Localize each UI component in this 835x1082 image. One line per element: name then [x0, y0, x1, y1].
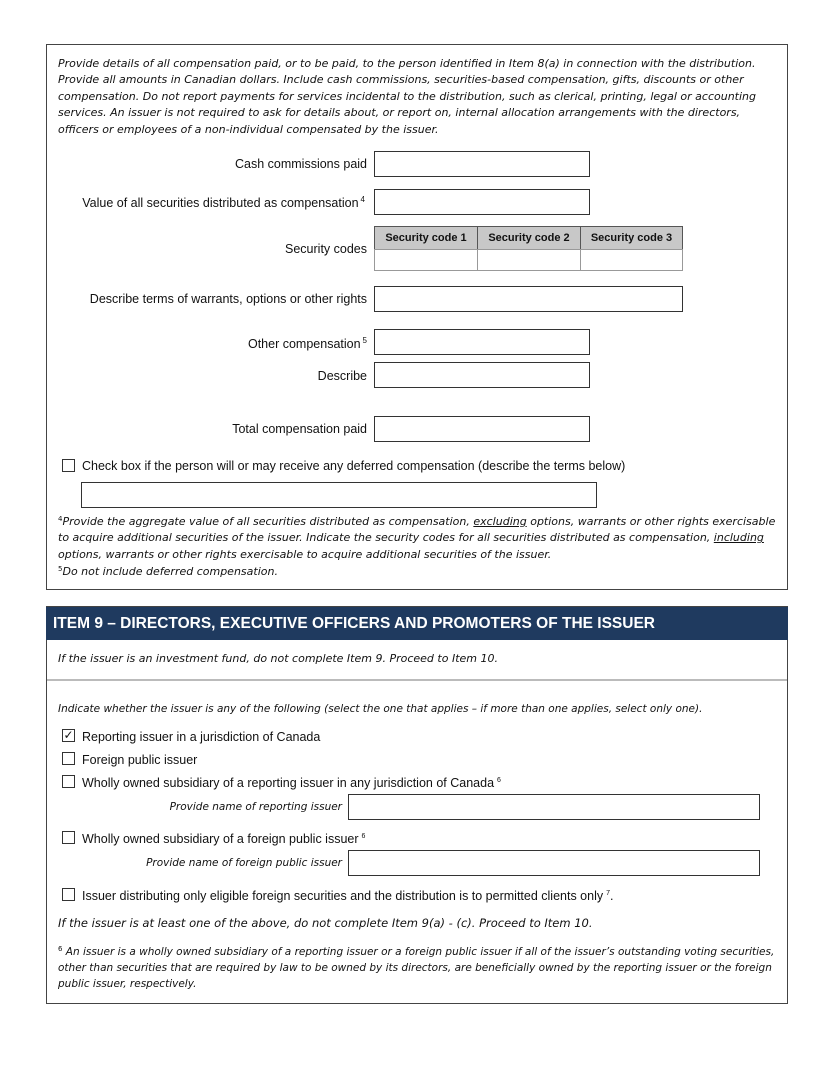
footnote-ref-6: 6: [497, 777, 501, 784]
describe-terms-input[interactable]: [374, 286, 683, 312]
footnote-6: $^6$ An issuer is a wholly owned subsidiary of a reporting issuer or a foreign public issuer if all of the issuer’s outstanding voting securities, other than securities that are required by law to be owned by its directors, are beneficially owned by the reporting issuer or the foreign public issuer, respectively.: [58, 945, 775, 990]
compensation-instructions: Provide details of all compensation paid, or to be paid, to the person identified in Item 8(a) in connection with the distribution. Provide all amounts in Canadian dollars. Include cash commissions, securities-based compensation, gifts, discounts or other compensation. Do not report payments for services incidental to the distribution, such as clerical, printing, legal or accounting services. An issuer is not required to ask for details about, or report on, internal allocation arrangements with the directors, officers or employees of a non-individual compensated by the issuer.: [58, 57, 757, 136]
section-divider: [47, 679, 787, 681]
total-compensation-label: Total compensation paid: [232, 422, 367, 436]
reporting-issuer-name-input[interactable]: [348, 794, 760, 820]
footnote-ref-5: 5: [362, 336, 367, 345]
other-compensation-input[interactable]: [374, 329, 590, 355]
proceed-note: If the issuer is at least one of the above, do not complete Item 9(a) - (c). Proceed to Item 10.: [58, 916, 593, 930]
footnote-ref-4: 4: [360, 195, 365, 204]
eligible-foreign-securities-checkbox[interactable]: [62, 888, 75, 901]
cash-commissions-label: Cash commissions paid: [235, 157, 367, 171]
subsidiary-reporting-issuer-checkbox[interactable]: [62, 775, 75, 788]
reporting-issuer-checkbox[interactable]: ✓: [63, 728, 74, 742]
footnote-ref-7: 7: [606, 890, 611, 897]
indicate-instruction: Indicate whether the issuer is any of the following (select the one that applies – if more than one applies, select only one).: [58, 703, 703, 715]
deferred-compensation-label: Check box if the person will or may receive any deferred compensation (describe the terms below): [82, 459, 626, 473]
subsidiary-foreign-issuer-checkbox[interactable]: [62, 831, 75, 844]
footnote-4: $^4$Provide the aggregate value of all securities distributed as compensation, excluding options, warrants or other rights exercisable to acquire additional securities of the issuer. Indicate the security codes for all securities distributed as compensation, including options, warrants or other rights exercisable to acquire additional securities of the issuer.: [58, 515, 776, 561]
subsidiary-foreign-issuer-label: Wholly owned subsidiary of a foreign public issuer $^6$: [82, 832, 366, 846]
describe-input[interactable]: [374, 362, 590, 388]
subsidiary-reporting-issuer-label: Wholly owned subsidiary of a reporting issuer in any jurisdiction of Canada $^6$: [82, 776, 501, 790]
security-code-3-input[interactable]: [580, 249, 683, 271]
securities-value-label: Value of all securities distributed as compensation $^4$: [82, 195, 365, 210]
describe-terms-label: Describe terms of warrants, options or other rights: [89, 292, 367, 306]
provide-reporting-issuer-label: Provide name of reporting issuer: [169, 801, 342, 813]
deferred-compensation-checkbox[interactable]: [62, 459, 75, 472]
security-code-1-header: Security code 1: [374, 226, 478, 250]
total-compensation-input[interactable]: [374, 416, 590, 442]
security-code-2-header: Security code 2: [477, 226, 581, 250]
security-codes-label: Security codes: [285, 242, 367, 256]
security-code-3-header: Security code 3: [580, 226, 683, 250]
securities-value-input[interactable]: [374, 189, 590, 215]
other-compensation-label: Other compensation $^5$: [247, 336, 367, 351]
investment-fund-note: If the issuer is an investment fund, do not complete Item 9. Proceed to Item 10.: [58, 652, 498, 665]
deferred-terms-input[interactable]: [81, 482, 597, 508]
security-code-1-input[interactable]: [374, 249, 478, 271]
describe-label: Describe: [317, 369, 367, 383]
item9-header: ITEM 9 – DIRECTORS, EXECUTIVE OFFICERS AND PROMOTERS OF THE ISSUER: [46, 607, 788, 640]
foreign-public-issuer-label: Foreign public issuer: [82, 753, 198, 767]
foreign-public-issuer-checkbox[interactable]: [62, 752, 75, 765]
footnote-ref-6b: 6: [361, 833, 366, 840]
foreign-issuer-name-input[interactable]: [348, 850, 760, 876]
eligible-foreign-securities-label: Issuer distributing only eligible foreign securities and the distribution is to permitted clients only $^7$.: [82, 889, 614, 903]
footnote-5: $^5$Do not include deferred compensation.: [58, 565, 278, 578]
provide-foreign-issuer-label: Provide name of foreign public issuer: [146, 857, 342, 869]
cash-commissions-input[interactable]: [374, 151, 590, 177]
security-code-2-input[interactable]: [477, 249, 581, 271]
reporting-issuer-label: Reporting issuer in a jurisdiction of Canada: [82, 730, 321, 744]
